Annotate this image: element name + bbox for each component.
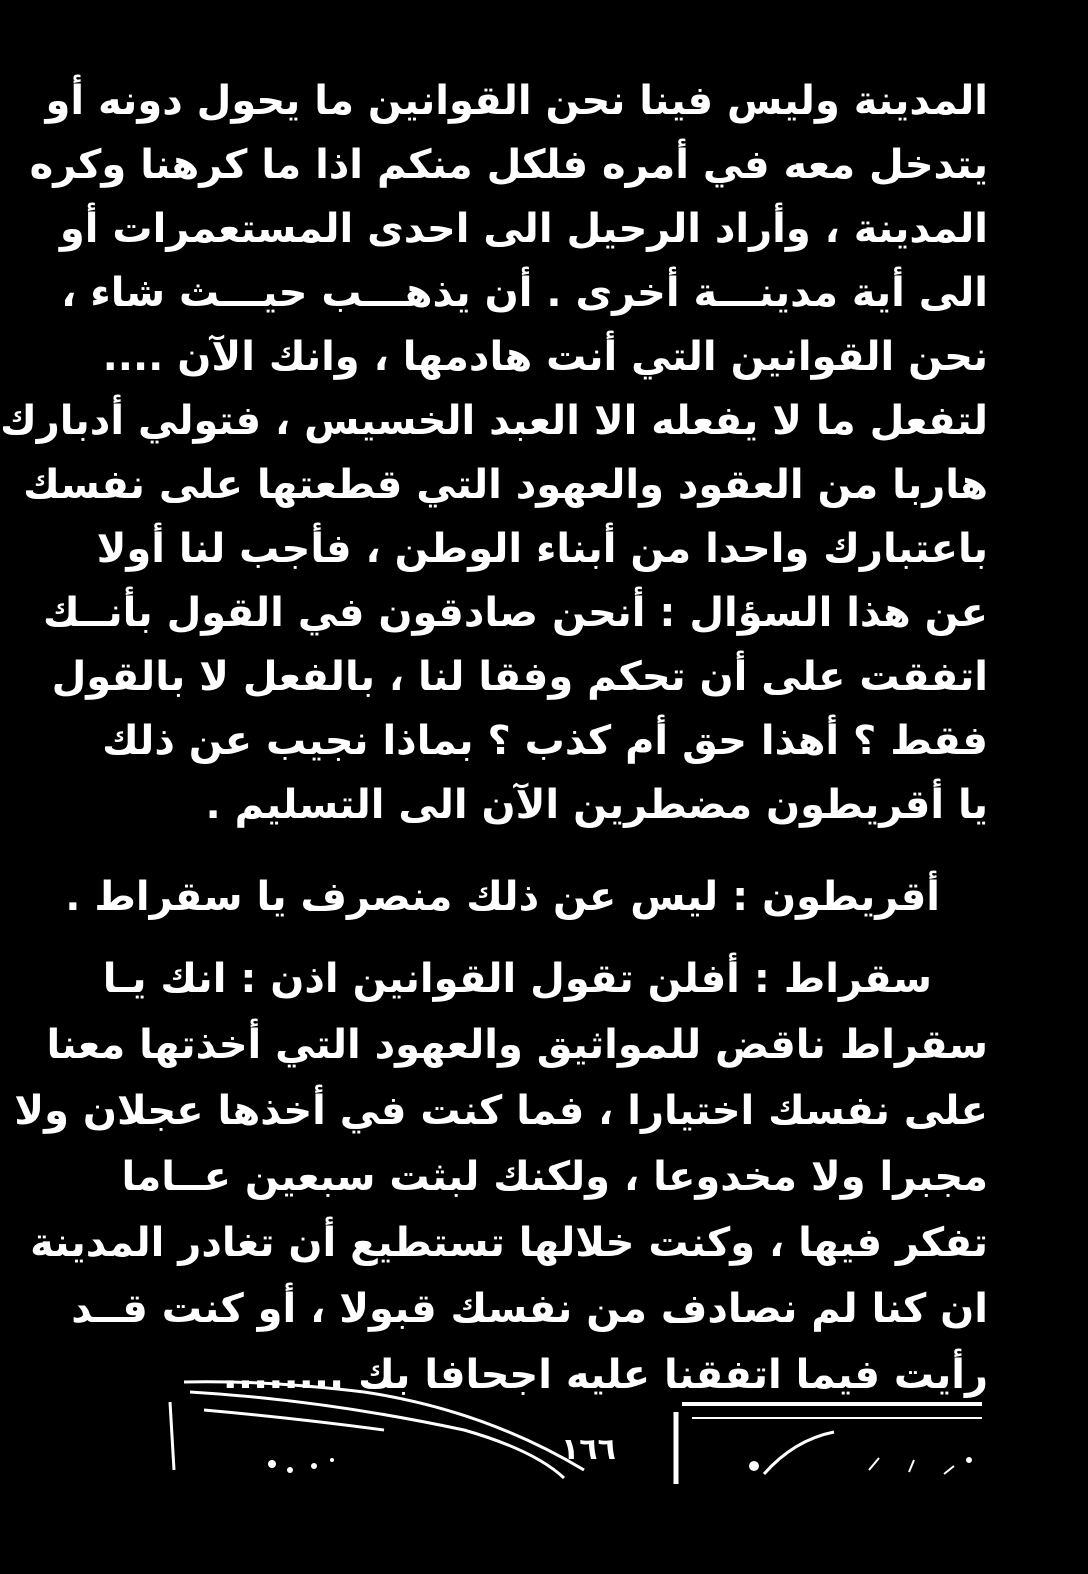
text-line: سقراط : أفلن تقول القوانين اذن : انك يـا <box>102 956 932 1002</box>
text-line: هاربا من العقود والعهود التي قطعتها على نفسك <box>23 462 988 508</box>
text-line: رأيت فيما اتفقنا عليه اجحافا بك ........ <box>222 1352 988 1398</box>
text-line: باعتبارك واحدا من أبناء الوطن ، فأجب لنا أولا <box>96 526 988 572</box>
text-line: سقراط ناقض للمواثيق والعهود التي أخذتها معنا <box>46 1022 988 1068</box>
text-line: مجبرا ولا مخدوعا ، ولكنك لبثت سبعين عــاما <box>121 1154 988 1200</box>
text-line: يتدخل معه في أمره فلكل منكم اذا ما كرهنا وكره <box>29 142 988 188</box>
text-line: المدينة وليس فينا نحن القوانين ما يحول دونه أو <box>45 78 988 124</box>
text-line: أقريطون : ليس عن ذلك منصرف يا سقراط . <box>65 874 940 920</box>
page-number: ١٦٦ <box>561 1432 616 1467</box>
text-line: اتفقت على أن تحكم وفقا لنا ، بالفعل لا بالقول <box>51 654 988 700</box>
text-line: عن هذا السؤال : أنحن صادقون في القول بأنــك <box>43 590 988 636</box>
text-line: نحن القوانين التي أنت هادمها ، وانك الآن .... <box>102 334 988 380</box>
text-line: يا أقريطون مضطرين الآن الى التسليم . <box>205 782 988 828</box>
text-line: على نفسك اختيارا ، فما كنت في أخذها عجلان ولا <box>14 1088 988 1134</box>
text-line: لتفعل ما لا يفعله الا العبد الخسيس ، فتولي أدبارك <box>0 398 988 444</box>
text-line: المدينة ، وأراد الرحيل الى احدى المستعمرات أو <box>59 206 988 252</box>
text-line: تفكر فيها ، وكنت خلالها تستطيع أن تغادر المدينة <box>30 1220 988 1266</box>
text-line: ان كنا لم نصادف من نفسك قبولا ، أو كنت قــد <box>71 1286 988 1332</box>
bottom-margin <box>64 1488 1088 1574</box>
ink-specks <box>268 1457 972 1473</box>
text-line: فقط ؟ أهذا حق أم كذب ؟ بماذا نجيب عن ذلك <box>102 718 988 764</box>
text-line: الى أية مدينـــة أخرى . أن يذهـــب حيـــث شاء ، <box>61 270 988 316</box>
